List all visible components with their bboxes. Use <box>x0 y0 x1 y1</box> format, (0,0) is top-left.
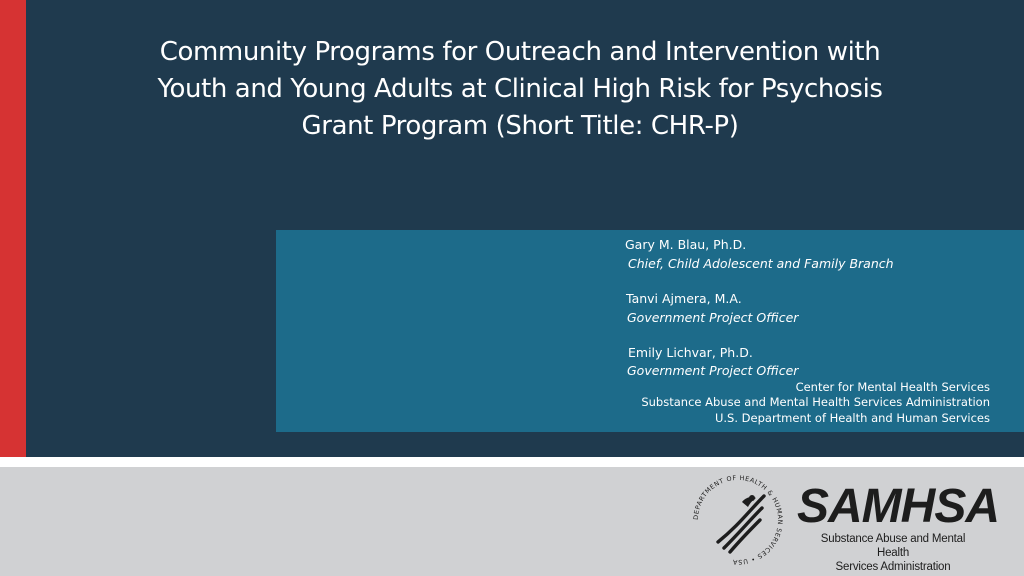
title-line: Youth and Young Adults at Clinical High Risk for Psychosis <box>157 74 883 104</box>
samhsa-logo-subtitle <box>809 532 977 574</box>
title-line: Grant Program (Short Title: CHR-P) <box>301 111 739 141</box>
organization-line: Center for Mental Health Services <box>795 380 990 394</box>
hhs-eagle-seal-icon <box>690 472 786 568</box>
samhsa-logo: SAMHSA <box>797 480 1000 533</box>
organization-line: Substance Abuse and Mental Health Services Administration <box>641 395 990 409</box>
svg-text:DEPARTMENT OF HEALTH & HUMAN S: DEPARTMENT OF HEALTH & HUMAN SERVICES • USA <box>691 473 785 567</box>
presenter-role: Chief, Child Adolescent and Family Branch <box>628 256 894 271</box>
accent-stripe <box>0 0 26 457</box>
presenter-name: Emily Lichvar, Ph.D. <box>628 345 753 360</box>
slide-title <box>60 34 980 145</box>
presenter-name: Tanvi Ajmera, M.A. <box>626 291 742 306</box>
organization-line: U.S. Department of Health and Human Services <box>714 411 990 425</box>
title-line: Community Programs for Outreach and Intervention with <box>159 37 881 67</box>
presenter-role: Government Project Officer <box>627 363 799 378</box>
presenter-name: Gary M. Blau, Ph.D. <box>625 237 747 252</box>
samhsa-subtitle-line: Substance Abuse and Mental Health <box>820 533 966 559</box>
samhsa-subtitle-line: Services Administration <box>835 561 951 573</box>
presenter-role: Government Project Officer <box>627 310 799 325</box>
